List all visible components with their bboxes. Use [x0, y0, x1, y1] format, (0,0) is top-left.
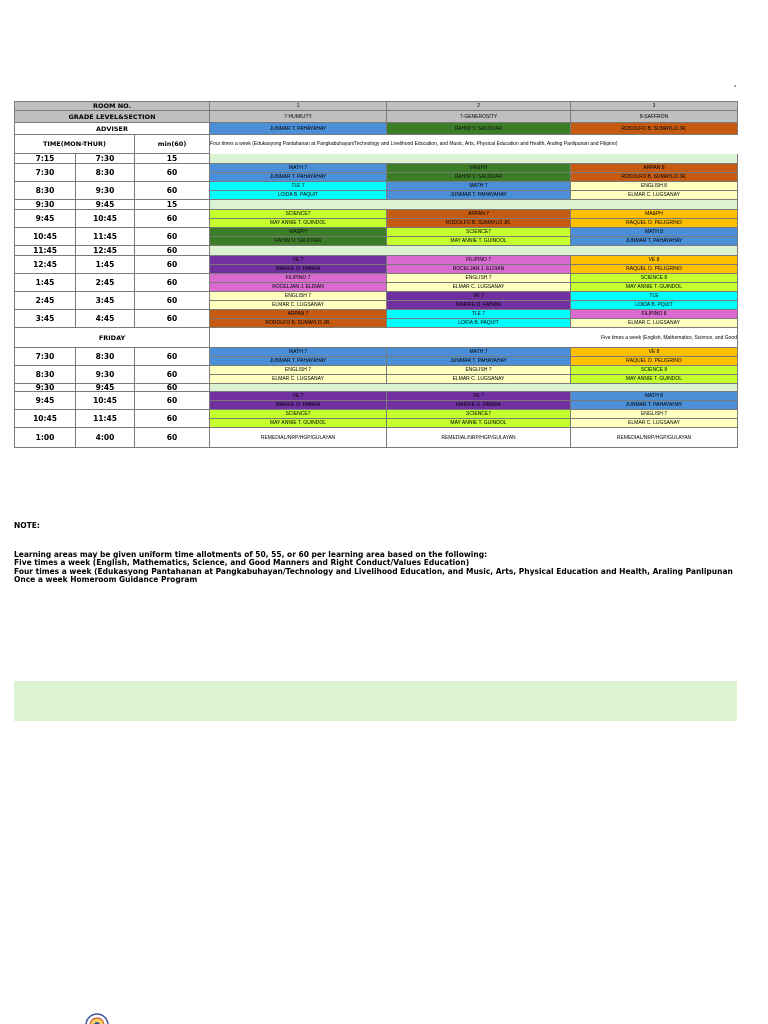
highlight-band [14, 681, 737, 721]
time-end: 2:45 [76, 274, 135, 292]
teacher-cell: MAY ANNIE T. GUINDOL [387, 237, 571, 246]
teacher-cell: RAQUEL O. PELIGRINO [571, 219, 738, 228]
teacher-cell: MARIFE O. FABRIA [210, 401, 387, 410]
minutes-cell: 60 [135, 428, 210, 448]
room-no-label: ROOM NO. [15, 102, 210, 111]
subject-cell: FILIPINO 7 [210, 274, 387, 283]
minutes-cell: 60 [135, 164, 210, 182]
subject-cell: ARPAN 8 [571, 164, 738, 173]
period-row [15, 348, 738, 357]
subject-cell: ENGLISH 8 [571, 182, 738, 191]
seal-icon [82, 1012, 112, 1024]
subject-cell: ENGLISH 7 [387, 274, 571, 283]
teacher-cell: LOIDA B. PAQUIT [387, 319, 571, 328]
time-start: 9:45 [15, 210, 76, 228]
room-number: 2 [387, 102, 571, 111]
subject-cell: MATH 8 [571, 392, 738, 401]
teacher-cell: MAY ANNIE T. GUINDOL [571, 375, 738, 384]
time-start: 3:45 [15, 310, 76, 328]
period-row [15, 256, 738, 265]
teacher-cell: RAHIM V. SALDIVAR [387, 173, 571, 182]
time-end: 1:45 [76, 256, 135, 274]
time-end: 4:00 [76, 428, 135, 448]
subject-cell: MA&PH [387, 164, 571, 173]
adviser-name: RODOLFO B. SUMAYLO JR. [571, 123, 738, 135]
minutes-cell: 60 [135, 182, 210, 200]
remedial-cell: REMEDIAL/NRP/HGP/GULAYAN [571, 428, 738, 448]
subject-cell: MATH 7 [210, 348, 387, 357]
time-start: 1:45 [15, 274, 76, 292]
teacher-cell: RAHIM V. SALDIVAR [210, 237, 387, 246]
period-row [15, 392, 738, 401]
subject-cell: TLE 7 [210, 182, 387, 191]
grade-section-row [15, 111, 738, 123]
teacher-cell: JUNMAR T. PAHAYAHAY [387, 357, 571, 366]
time-end: 11:45 [76, 228, 135, 246]
time-start: 9:30 [15, 200, 76, 210]
period-row [15, 228, 738, 237]
schedule-body [15, 102, 738, 448]
subject-cell: SCIENCE7 [210, 410, 387, 419]
teacher-cell: MARIFE O. FABRIA [210, 265, 387, 274]
friday-label: FRIDAY [15, 328, 210, 348]
break-cell [210, 384, 738, 392]
subject-cell: ENGLISH 7 [387, 366, 571, 375]
break-row [15, 200, 738, 210]
teacher-cell: RAQUEL O. PELIGRINO [571, 357, 738, 366]
time-end: 12:45 [76, 246, 135, 256]
subject-cell: MA&PH [210, 228, 387, 237]
time-start: 12:45 [15, 256, 76, 274]
notes-section [14, 522, 768, 585]
time-end: 9:30 [76, 366, 135, 384]
teacher-cell: ROCELJAN J. ELDIAN [387, 265, 571, 274]
time-start: 7:15 [15, 154, 76, 164]
time-end: 9:45 [76, 200, 135, 210]
subject-cell: FILIPINO 8 [571, 310, 738, 319]
remedial-row [15, 428, 738, 448]
period-row [15, 182, 738, 191]
teacher-cell: ELMAR C. LUGSANAY [210, 301, 387, 310]
subject-cell: SCIENCE7 [210, 210, 387, 219]
subject-cell: ENGLISH 7 [571, 410, 738, 419]
teacher-cell: JUNMAR T. PAHAYAHAY [210, 173, 387, 182]
teacher-cell: RODOLFO B. SUMAYLO JR. [210, 319, 387, 328]
time-end: 8:30 [76, 348, 135, 366]
room-number-row [15, 102, 738, 111]
remedial-cell: REMEDIAL/NRP/HGP/GULAYAN [387, 428, 571, 448]
teacher-cell: MAY ANNIE T. GUINDOL [210, 219, 387, 228]
teacher-cell: ELMAR C. LUGSANAY [571, 419, 738, 428]
minutes-cell: 60 [135, 410, 210, 428]
subject-cell: MATH 7 [210, 164, 387, 173]
break-row [15, 246, 738, 256]
subject-cell: MATH 7 [387, 182, 571, 191]
period-row [15, 366, 738, 375]
time-mon-thur-label: TIME(MON-THUR) [15, 135, 135, 154]
class-schedule-table [14, 101, 738, 448]
break-cell [210, 200, 738, 210]
adviser-row [15, 123, 738, 135]
subject-cell: SCIENCE7 [387, 228, 571, 237]
subject-cell: SCIENCE 8 [571, 366, 738, 375]
subject-cell: ENGLISH 7 [210, 292, 387, 301]
adviser-name: JUNMAR T. PAHAYAHAY [210, 123, 387, 135]
period-row [15, 210, 738, 219]
subject-cell: SCIENCE7 [387, 410, 571, 419]
break-row [15, 384, 738, 392]
adviser-name: RAHIM V. SALDIVAR [387, 123, 571, 135]
subject-cell: VE 8 [571, 256, 738, 265]
minutes-cell: 15 [135, 200, 210, 210]
time-start: 7:30 [15, 348, 76, 366]
note-line: Once a week Homeroom Guidance Program [14, 575, 198, 584]
time-start: 9:45 [15, 392, 76, 410]
note-line: Five times a week (English, Mathematics, Science, and Good Manners and Right Conduct/Values Education) [14, 558, 470, 567]
minutes-cell: 60 [135, 228, 210, 246]
minutes-cell: 15 [135, 154, 210, 164]
grade-level-section-label: GRADE LEVEL&SECTION [15, 111, 210, 123]
teacher-cell: RODOLFO B. SUMAYLO JR. [571, 173, 738, 182]
minutes-cell: 60 [135, 392, 210, 410]
time-start: 11:45 [15, 246, 76, 256]
minutes-cell: 60 [135, 366, 210, 384]
minutes-cell: 60 [135, 274, 210, 292]
teacher-cell: ROCELJAN J. ELDIAN [210, 283, 387, 292]
teacher-cell: ELMAR C. LUGSANAY [387, 375, 571, 384]
teacher-cell: JUNMAR T. PAHAYAHAY [387, 191, 571, 200]
time-start: 10:45 [15, 228, 76, 246]
section-name: 8-SAFFRON [571, 111, 738, 123]
room-number: 3 [571, 102, 738, 111]
time-start: 10:45 [15, 410, 76, 428]
subject-cell: VE 7 [387, 292, 571, 301]
minutes-cell: 60 [135, 348, 210, 366]
teacher-cell: MARIFE O. FABRIA [387, 401, 571, 410]
teacher-cell: ELMAR C. LUGSANAY [571, 319, 738, 328]
minutes-cell: 60 [135, 246, 210, 256]
time-start: 2:45 [15, 292, 76, 310]
teacher-cell: MAY ANNIE T. GUINDOL [210, 419, 387, 428]
teacher-cell: JUNMAR T. PAHAYAHAY [210, 357, 387, 366]
subject-cell: VE 7 [210, 256, 387, 265]
teacher-cell: MARIFE O. FABRIA [387, 301, 571, 310]
time-start: 8:30 [15, 366, 76, 384]
subject-cell: MATH 8 [571, 228, 738, 237]
time-end: 9:30 [76, 182, 135, 200]
subject-cell: MATH 7 [387, 348, 571, 357]
period-row [15, 310, 738, 319]
time-end: 7:30 [76, 154, 135, 164]
teacher-cell: JUNMAR T. PAHAYAHAY [571, 237, 738, 246]
break-cell [210, 154, 738, 164]
teacher-cell: RAQUEL O. PELIGRINO [571, 265, 738, 274]
teacher-cell: LOIDA B. PAQUIT [210, 191, 387, 200]
teacher-cell: MAY ANNIE T. GUINDOL [387, 419, 571, 428]
period-row [15, 274, 738, 283]
school-seal-logo [82, 1012, 112, 1024]
time-end: 10:45 [76, 210, 135, 228]
note-line: Four times a week (Edukasyong Pantahanan at Pangkabuhayan/Technology and Livelihood Education, and Music, Arts, Physical Education and Health, Araling Panlipunan [14, 566, 733, 576]
period-row [15, 410, 738, 419]
time-start: 9:30 [15, 384, 76, 392]
teacher-cell: RODOLFO B. SUMAYLO JR. [387, 219, 571, 228]
friday-header-row [15, 328, 738, 348]
subject-cell: FILIPINO 7 [387, 256, 571, 265]
subject-cell: VE 7 [210, 392, 387, 401]
minutes-cell: 60 [135, 384, 210, 392]
friday-note: Five times a week (English, Mathematics, Science, and Good [210, 328, 738, 348]
time-end: 4:45 [76, 310, 135, 328]
time-start: 8:30 [15, 182, 76, 200]
subject-cell: VE 8 [571, 348, 738, 357]
teacher-cell: LOIDA B. PQUIT [571, 301, 738, 310]
time-end: 11:45 [76, 410, 135, 428]
adviser-label: ADVISER [15, 123, 210, 135]
minutes-cell: 60 [135, 256, 210, 274]
subject-cell: ARPAN 7 [210, 310, 387, 319]
minutes-cell: 60 [135, 292, 210, 310]
room-number: 1 [210, 102, 387, 111]
period-row [15, 164, 738, 173]
subject-cell: TLE 7 [387, 310, 571, 319]
period-row [15, 292, 738, 301]
teacher-cell: MAY ANNIE T. GUINDOL [571, 283, 738, 292]
time-end: 10:45 [76, 392, 135, 410]
corner-mark: ' [734, 84, 737, 93]
note-line: Learning areas may be given uniform time allotments of 50, 55, or 60 per learning area based on the following: [14, 549, 488, 559]
teacher-cell: JUNMAR T. PAHAYAHAY [571, 401, 738, 410]
time-start: 7:30 [15, 164, 76, 182]
teacher-cell: ELMAR C. LUGSANAY [387, 283, 571, 292]
section-name: 7-GENEROSITY [387, 111, 571, 123]
time-end: 3:45 [76, 292, 135, 310]
subject-cell: TLE [571, 292, 738, 301]
teacher-cell: ELMAR C. LUGSANAY [571, 191, 738, 200]
minutes-cell: 60 [135, 210, 210, 228]
minutes-cell: 60 [135, 310, 210, 328]
subject-cell: MA&PH [571, 210, 738, 219]
subject-cell: ENGLISH 7 [210, 366, 387, 375]
time-start: 1:00 [15, 428, 76, 448]
mon-thur-note: Four times a week (Edukasyong Pantahanan at Pangkabuhayan/Technology and Livelihood Education, and Music, Arts, Physical Education and Health, Araling Panlipunan and Filipino) [210, 135, 738, 154]
subject-cell: SCIENCE 8 [571, 274, 738, 283]
section-name: 7-HUMILITY [210, 111, 387, 123]
subject-cell: VE 7 [387, 392, 571, 401]
minutes-label: min(60) [135, 135, 210, 154]
remedial-cell: REMEDIAL/NRP/HGP/GULAYAN [210, 428, 387, 448]
break-row [15, 154, 738, 164]
notes-heading: NOTE: [14, 522, 40, 530]
time-end: 8:30 [76, 164, 135, 182]
column-header-row [15, 135, 738, 154]
break-cell [210, 246, 738, 256]
time-end: 9:45 [76, 384, 135, 392]
teacher-cell: ELMAR C. LUGSANAY [210, 375, 387, 384]
subject-cell: ARPAN 7 [387, 210, 571, 219]
